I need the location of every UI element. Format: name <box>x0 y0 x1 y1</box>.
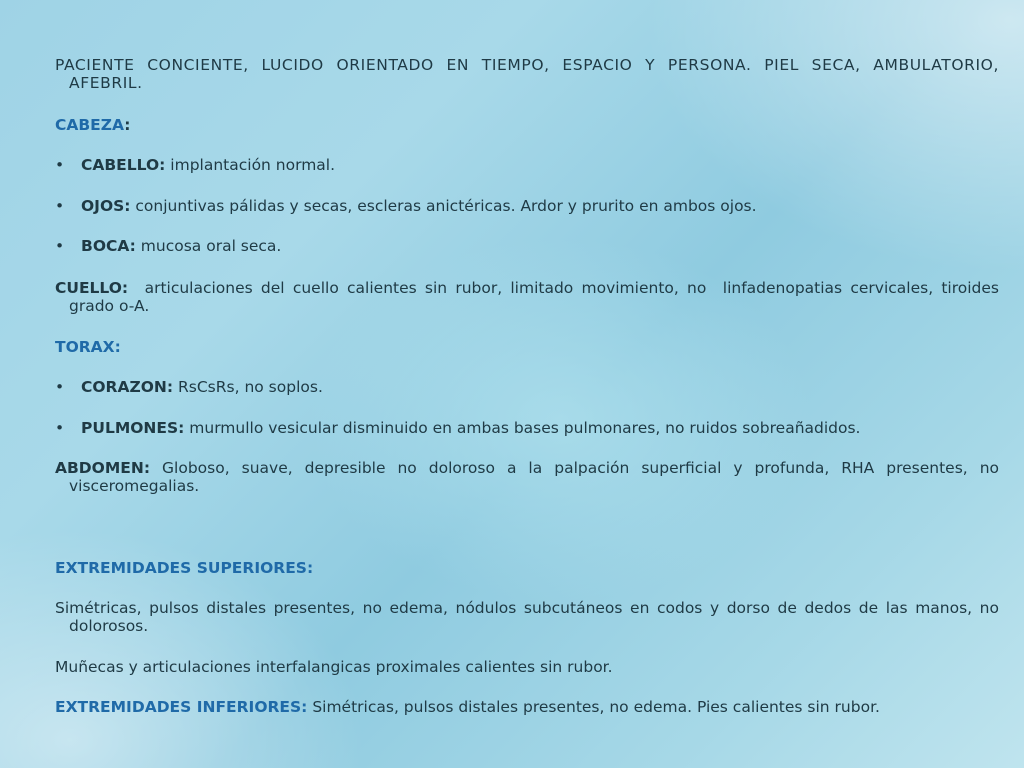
cabello-label: CABELLO: <box>81 156 166 174</box>
cuello-text: articulaciones del cuello calientes sin rubor, limitado movimiento, no linfadenopatias cervicales, tiroides grado o-A. <box>69 279 1004 315</box>
pulmones-text: murmullo vesicular disminuido en ambas bases pulmonares, no ruidos sobreañadidos. <box>184 419 861 437</box>
bullet-icon: • <box>55 378 65 396</box>
bullet-icon: • <box>55 156 65 174</box>
ext-sup-paragraph-1: Simétricas, pulsos distales presentes, no edema, nódulos subcutáneos en codos y dorso de dedos de las manos, no dolorosos. <box>55 599 999 635</box>
corazon-text: RsCsRs, no soplos. <box>173 378 323 396</box>
list-item-corazon <box>55 378 1011 396</box>
ext-sup-paragraph-2: Muñecas y articulaciones interfalangicas proximales calientes sin rubor. <box>55 658 613 676</box>
cuello-label: CUELLO: <box>55 279 129 297</box>
list-item-pulmones <box>55 419 1011 437</box>
abdomen-text: Globoso, suave, depresible no doloroso a la palpación superficial y profunda, RHA presentes, no visceromegalias. <box>69 459 999 495</box>
ext-inf-paragraph <box>55 698 999 716</box>
pulmones-label: PULMONES: <box>81 419 185 437</box>
ext-inf-text: Simétricas, pulsos distales presentes, no edema. Pies calientes sin rubor. <box>307 698 880 716</box>
ext-inf-label: EXTREMIDADES INFERIORES: <box>55 698 308 716</box>
cabeza-heading <box>55 116 131 134</box>
abdomen-paragraph <box>55 459 999 495</box>
bullet-icon: • <box>55 197 65 215</box>
list-item-cabello <box>55 156 1011 174</box>
abdomen-label: ABDOMEN: <box>55 459 151 477</box>
boca-text: mucosa oral seca. <box>135 237 282 255</box>
cuello-paragraph <box>55 279 1004 315</box>
corazon-label: CORAZON: <box>81 378 174 396</box>
intro-paragraph: PACIENTE CONCIENTE, LUCIDO ORIENTADO EN TIEMPO, ESPACIO Y PERSONA. PIEL SECA, AMBULATORIO, AFEBRIL. <box>55 56 999 92</box>
cabeza-colon: : <box>124 116 131 134</box>
ojos-label: OJOS: <box>81 197 131 215</box>
cabeza-heading-text: CABEZA <box>55 116 125 134</box>
bullet-icon: • <box>55 419 65 437</box>
bullet-icon: • <box>55 237 65 255</box>
torax-heading-text: TORAX: <box>55 338 121 356</box>
list-item-ojos <box>55 197 1011 215</box>
ext-sup-heading-text: EXTREMIDADES SUPERIORES: <box>55 559 314 577</box>
list-item-boca <box>55 237 1011 255</box>
boca-label: BOCA: <box>81 237 136 255</box>
ojos-text: conjuntivas pálidas y secas, escleras anictéricas. Ardor y prurito en ambos ojos. <box>130 197 757 215</box>
ext-sup-heading <box>55 559 313 577</box>
cabello-text: implantación normal. <box>165 156 336 174</box>
torax-heading <box>55 338 121 356</box>
